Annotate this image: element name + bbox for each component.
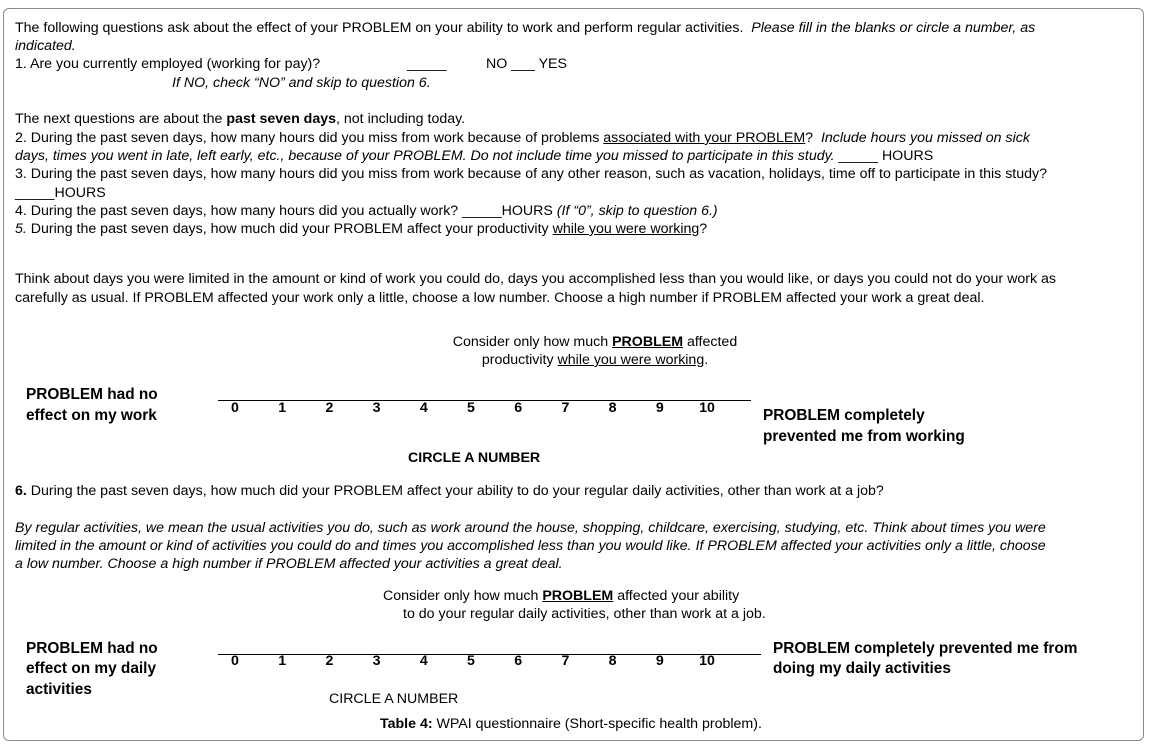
- scale1-left-label-1: PROBLEM had no: [26, 386, 158, 403]
- scale2-option-9[interactable]: 9: [655, 653, 664, 669]
- q2-italic: Include hours you missed on sick: [820, 130, 1030, 146]
- question-2-line-2: [15, 147, 933, 165]
- q3-hours-blank[interactable]: _____HOURS: [15, 185, 106, 201]
- question-2: [15, 129, 1030, 147]
- q2-qmark: ?: [805, 130, 814, 146]
- scale2-option-10[interactable]: 10: [699, 653, 715, 669]
- intro-italic: Please fill in the blanks or circle a number, as: [751, 20, 1036, 36]
- q5-underlined: while you were working: [552, 221, 700, 237]
- q6-italic-2: limited in the amount or kind of activities you could do and times you accomplished less than you would like. If PROBLEM affected your activities only a little, choose: [15, 538, 1046, 554]
- question-6: [15, 482, 884, 500]
- past-week-bold: past seven days: [226, 111, 337, 127]
- q2-hours-blank[interactable]: _____: [838, 148, 878, 164]
- q1-yes-blank[interactable]: ___: [511, 56, 535, 72]
- scale1-option-6[interactable]: 6: [514, 400, 523, 416]
- scale1-consider-line-1: [395, 333, 795, 351]
- scale2-right-label-2: doing my daily activities: [773, 660, 951, 677]
- scale1-consider-line2-post: .: [704, 352, 709, 368]
- scale1-circle-instruction: CIRCLE A NUMBER: [408, 450, 541, 466]
- scale1-consider-line2-u: while you were working: [557, 352, 705, 368]
- scale1-consider-line2-pre: productivity: [481, 352, 554, 368]
- q4-note: (If “0”, skip to question 6.): [556, 203, 718, 219]
- scale2-option-3[interactable]: 3: [372, 653, 381, 669]
- scale1-option-8[interactable]: 8: [608, 400, 617, 416]
- scale2-left-label-1: PROBLEM had no: [26, 640, 158, 657]
- scale2-consider-line-2: to do your regular daily activities, other than work at a job.: [403, 606, 766, 622]
- scale1-consider-bold: PROBLEM: [612, 334, 684, 350]
- scale1-option-2[interactable]: 2: [325, 400, 334, 416]
- q1-yes-label: YES: [538, 56, 567, 72]
- q1-note: If NO, check “NO” and skip to question 6.: [172, 75, 431, 91]
- q6-italic-3: a low number. Choose a high number if PROBLEM affected your activities a great deal.: [15, 556, 563, 572]
- scale2-left-label-3: activities: [26, 681, 92, 698]
- scale2-right-label-1: PROBLEM completely prevented me from: [773, 640, 1078, 657]
- q2-text: 2. During the past seven days, how many hours did you miss from work because of problems: [15, 130, 600, 146]
- intro-instruction: The following questions ask about the effect of your PROBLEM on your ability to work and perform regular activities.: [15, 20, 744, 36]
- scale1-left-label-2: effect on my work: [26, 407, 157, 424]
- scale2-line: [218, 654, 761, 655]
- scale1-consider-line-2: [395, 351, 795, 369]
- q1-blank[interactable]: _____: [407, 56, 447, 72]
- scale2-left-label-2: effect on my daily: [26, 660, 157, 677]
- q6-number: 6.: [15, 483, 27, 499]
- scale1-option-5[interactable]: 5: [467, 400, 475, 416]
- table-caption: [380, 715, 762, 733]
- q6-italic-1: By regular activities, we mean the usual activities you do, such as work around the house, shopping, childcare, exercising, studying, etc. Think about times you were: [15, 520, 1046, 536]
- intro-italic-cont: indicated.: [15, 38, 76, 54]
- past-week-post: , not including today.: [336, 111, 466, 127]
- caption-text: WPAI questionnaire (Short-specific health problem).: [432, 716, 762, 732]
- q1-no-option[interactable]: [486, 55, 567, 73]
- scale2-consider-bold: PROBLEM: [542, 588, 614, 604]
- scale2-option-6[interactable]: 6: [514, 653, 523, 669]
- scale2-consider-post: affected your ability: [617, 588, 740, 604]
- scale2-option-5[interactable]: 5: [467, 653, 475, 669]
- scale1-option-10[interactable]: 10: [699, 400, 715, 416]
- q1-no-label: NO: [486, 56, 508, 72]
- q2-hours-label: HOURS: [881, 148, 934, 164]
- q6-text: During the past seven days, how much did your PROBLEM affect your ability to do your regular daily activities, other than work at a job?: [26, 483, 884, 499]
- question-1: 1. Are you currently employed (working for pay)?: [15, 56, 321, 72]
- past-week-pre: The next questions are about the: [15, 111, 223, 127]
- question-4: [15, 202, 718, 220]
- scale1-right-label-1: PROBLEM completely: [763, 407, 925, 424]
- q4-text[interactable]: 4. During the past seven days, how many hours did you actually work? _____HOURS: [15, 203, 553, 219]
- scale2-option-1[interactable]: 1: [278, 653, 287, 669]
- question-3: 3. During the past seven days, how many hours did you miss from work because of any other reason, such as vacation, holidays, time off to participate in this study?: [15, 166, 1048, 182]
- think-line-2: carefully as usual. If PROBLEM affected your work only a little, choose a low number. Choose a high number if PROBLEM affected your work a great deal.: [15, 290, 985, 306]
- scale2-option-4[interactable]: 4: [419, 653, 428, 669]
- q2-underlined: associated with your PROBLEM: [603, 130, 806, 146]
- scale1-option-4[interactable]: 4: [419, 400, 428, 416]
- scale2-option-8[interactable]: 8: [608, 653, 617, 669]
- q2-italic-2: days, times you went in late, left early, etc., because of your PROBLEM. Do not include time you missed to participate in this study.: [15, 148, 835, 164]
- scale1-option-0[interactable]: 0: [231, 400, 239, 416]
- scale1-consider-post: affected: [686, 334, 738, 350]
- scale2-option-0[interactable]: 0: [231, 653, 239, 669]
- past-week-intro: [15, 110, 465, 128]
- scale2-circle-instruction: CIRCLE A NUMBER: [329, 691, 459, 707]
- scale1-right-label-2: prevented me from working: [763, 428, 965, 445]
- scale1-option-9[interactable]: 9: [655, 400, 664, 416]
- scale2-consider-pre: Consider only how much: [383, 588, 539, 604]
- scale2-consider-line-1: [383, 587, 739, 605]
- q5-text: During the past seven days, how much did your PROBLEM affect your productivity: [26, 221, 549, 237]
- scale1-option-1[interactable]: 1: [278, 400, 287, 416]
- scale1-consider-pre: Consider only how much: [452, 334, 609, 350]
- caption-label: Table 4:: [380, 716, 433, 732]
- q5-qmark: ?: [699, 221, 708, 237]
- scale1-option-3[interactable]: 3: [372, 400, 381, 416]
- think-line-1: Think about days you were limited in the amount or kind of work you could do, days you accomplished less than you would like, or days you could not do your work as: [15, 271, 1056, 287]
- q5-number: 5.: [15, 221, 27, 237]
- scale1-option-7[interactable]: 7: [561, 400, 570, 416]
- intro-text: [15, 19, 1035, 37]
- question-5: [15, 220, 707, 238]
- scale2-option-2[interactable]: 2: [325, 653, 334, 669]
- scale2-option-7[interactable]: 7: [561, 653, 570, 669]
